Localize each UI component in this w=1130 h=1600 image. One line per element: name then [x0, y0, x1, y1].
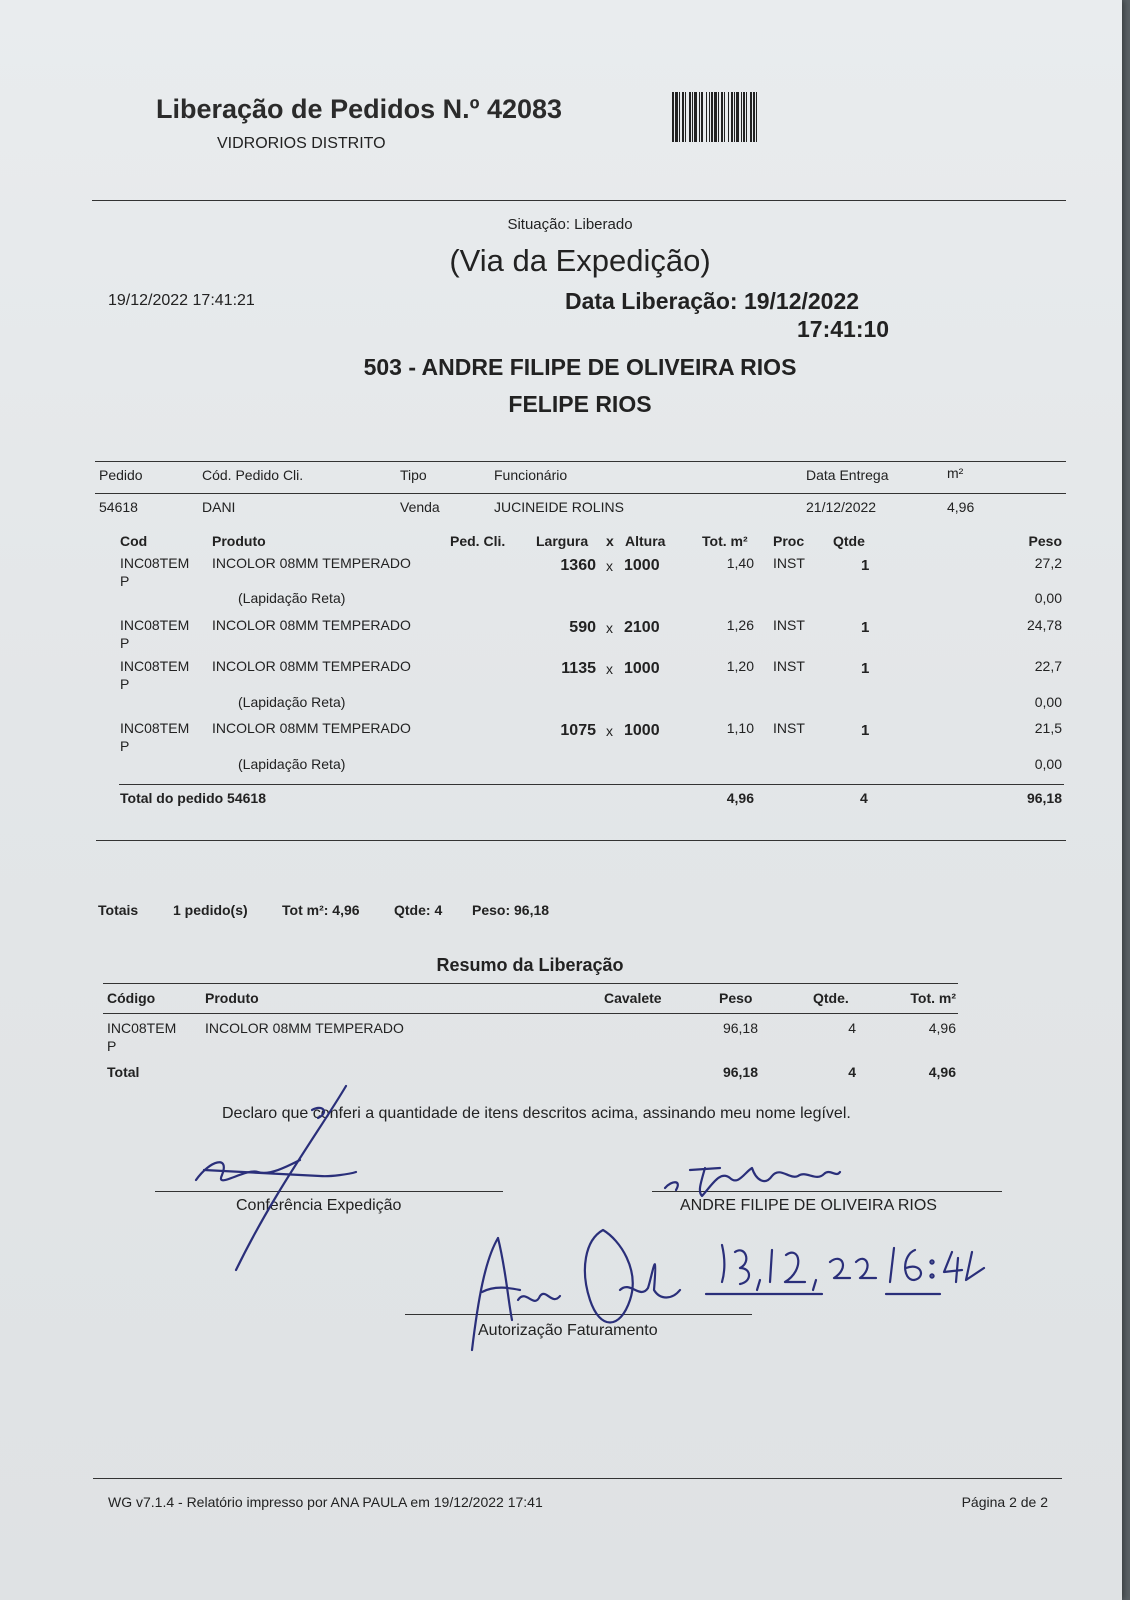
resumo-total-tot-m2: 4,96 — [928, 1064, 956, 1080]
item-peso: 22,7 — [1034, 658, 1062, 674]
resumo-total-peso: 96,18 — [722, 1064, 758, 1080]
item-cod-cont: P — [120, 676, 130, 692]
item-largura: 1075 — [560, 722, 596, 739]
order-total-qtde: 4 — [860, 790, 868, 806]
resumo-col-tot-m2: Tot. m² — [910, 990, 956, 1006]
col-peso: Peso — [1028, 533, 1062, 549]
autorizacao-label: Autorização Faturamento — [478, 1322, 658, 1339]
item-processing-peso: 0,00 — [1034, 756, 1062, 772]
resumo-codigo-cont: P — [107, 1038, 117, 1054]
item-proc: INST — [773, 658, 805, 674]
resumo-total-qtde: 4 — [848, 1064, 856, 1080]
order-m2: 4,96 — [947, 499, 975, 515]
totais-tot-m2: Tot m²: 4,96 — [282, 902, 360, 918]
via-label: (Via da Expedição) — [449, 243, 711, 278]
item-processing-peso: 0,00 — [1034, 694, 1062, 710]
resumo-title: Resumo da Liberação — [436, 955, 624, 975]
client-name: 503 - ANDRE FILIPE DE OLIVEIRA RIOS — [363, 354, 797, 380]
resumo-peso: 96,18 — [722, 1020, 758, 1036]
item-cod: INC08TEM — [120, 555, 190, 571]
item-cod-cont: P — [120, 573, 130, 589]
item-produto: INCOLOR 08MM TEMPERADO — [212, 658, 411, 674]
situacao-text: Situação: Liberado — [507, 216, 633, 233]
item-proc: INST — [773, 555, 805, 571]
item-qtde: 1 — [861, 619, 870, 636]
resumo-total-label: Total — [107, 1064, 140, 1080]
order-data-entrega: 21/12/2022 — [806, 499, 877, 515]
col-m2: m² — [947, 465, 964, 481]
resumo-col-codigo: Código — [107, 990, 156, 1006]
item-qtde: 1 — [861, 660, 870, 677]
document-title: Liberação de Pedidos N.º 42083 — [156, 94, 563, 124]
item-produto: INCOLOR 08MM TEMPERADO — [212, 555, 411, 571]
col-qtde: Qtde — [833, 533, 865, 549]
item-qtde: 1 — [861, 557, 870, 574]
item-tot-m2: 1,26 — [726, 617, 754, 633]
totais-qtde: Qtde: 4 — [394, 902, 443, 918]
item-peso: 24,78 — [1026, 617, 1062, 633]
item-cod: INC08TEM — [120, 658, 190, 674]
col-cod-pedido-cli: Cód. Pedido Cli. — [202, 467, 304, 483]
resumo-col-qtde: Qtde. — [813, 990, 849, 1006]
data-liberacao: Data Liberação: 19/12/2022 — [565, 288, 860, 314]
item-altura: 1000 — [624, 722, 660, 739]
resumo-qtde: 4 — [848, 1020, 856, 1036]
item-largura: 1360 — [560, 557, 596, 574]
col-cod: Cod — [120, 533, 148, 549]
item-cod-cont: P — [120, 635, 130, 651]
col-tot-m2: Tot. m² — [702, 533, 748, 549]
cliente-label: ANDRE FILIPE DE OLIVEIRA RIOS — [680, 1197, 937, 1214]
resumo-produto: INCOLOR 08MM TEMPERADO — [205, 1020, 404, 1036]
item-qtde: 1 — [861, 722, 870, 739]
col-proc: Proc — [773, 533, 805, 549]
order-tipo: Venda — [400, 499, 440, 515]
autorizacao-signature — [472, 1238, 512, 1350]
order-cod-cli: DANI — [202, 499, 236, 515]
item-x: x — [606, 620, 613, 636]
totais-peso: Peso: 96,18 — [472, 902, 550, 918]
item-peso: 27,2 — [1034, 555, 1062, 571]
footer-left: WG v7.1.4 - Relatório impresso por ANA PAULA em 19/12/2022 17:41 — [108, 1494, 543, 1510]
item-cod: INC08TEM — [120, 617, 190, 633]
item-produto: INCOLOR 08MM TEMPERADO — [212, 617, 411, 633]
order-pedido: 54618 — [99, 499, 138, 515]
col-largura: Largura — [536, 533, 589, 549]
resumo-col-produto: Produto — [205, 990, 259, 1006]
client-signature — [665, 1182, 678, 1190]
resumo-tot-m2: 4,96 — [928, 1020, 956, 1036]
col-altura: Altura — [625, 533, 666, 549]
item-processing: (Lapidação Reta) — [238, 756, 346, 772]
data-liberacao-time: 17:41:10 — [797, 316, 890, 342]
item-altura: 1000 — [624, 660, 660, 677]
conferencia-label: Conferência Expedição — [236, 1197, 402, 1214]
totais-pedidos: 1 pedido(s) — [173, 902, 248, 918]
order-funcionario: JUCINEIDE ROLINS — [494, 499, 624, 515]
item-proc: INST — [773, 617, 805, 633]
client-nickname: FELIPE RIOS — [508, 391, 652, 417]
col-pedido: Pedido — [99, 467, 143, 483]
item-tot-m2: 1,40 — [726, 555, 754, 571]
order-total-peso: 96,18 — [1026, 790, 1062, 806]
resumo-col-peso: Peso — [719, 990, 753, 1006]
item-tot-m2: 1,20 — [726, 658, 754, 674]
col-ped-cli: Ped. Cli. — [450, 533, 506, 549]
declaration-text: Declaro que conferi a quantidade de itens descritos acima, assinando meu nome legível. — [222, 1105, 851, 1122]
item-x: x — [606, 723, 613, 739]
item-processing-peso: 0,00 — [1034, 590, 1062, 606]
item-proc: INST — [773, 720, 805, 736]
item-altura: 2100 — [624, 619, 660, 636]
company-name: VIDRORIOS DISTRITO — [217, 135, 386, 152]
item-cod-cont: P — [120, 738, 130, 754]
order-total-m2: 4,96 — [726, 790, 754, 806]
print-datetime: 19/12/2022 17:41:21 — [108, 292, 255, 309]
item-x: x — [606, 558, 613, 574]
col-x: x — [606, 533, 614, 549]
footer-right: Página 2 de 2 — [961, 1494, 1048, 1510]
item-peso: 21,5 — [1034, 720, 1062, 736]
item-cod: INC08TEM — [120, 720, 190, 736]
resumo-col-cavalete: Cavalete — [604, 990, 662, 1006]
col-data-entrega: Data Entrega — [806, 467, 889, 483]
col-produto: Produto — [212, 533, 266, 549]
col-tipo: Tipo — [400, 467, 427, 483]
item-x: x — [606, 661, 613, 677]
resumo-codigo: INC08TEM — [107, 1020, 177, 1036]
divider — [93, 1478, 1062, 1479]
item-largura: 590 — [569, 619, 596, 636]
order-total-label: Total do pedido 54618 — [120, 790, 266, 806]
item-processing: (Lapidação Reta) — [238, 694, 346, 710]
item-produto: INCOLOR 08MM TEMPERADO — [212, 720, 411, 736]
col-funcionario: Funcionário — [494, 467, 568, 483]
item-tot-m2: 1,10 — [726, 720, 754, 736]
item-largura: 1135 — [561, 660, 596, 677]
item-processing: (Lapidação Reta) — [238, 590, 346, 606]
handwritten-date — [722, 1245, 749, 1284]
item-altura: 1000 — [624, 557, 660, 574]
totais-label: Totais — [98, 902, 139, 918]
